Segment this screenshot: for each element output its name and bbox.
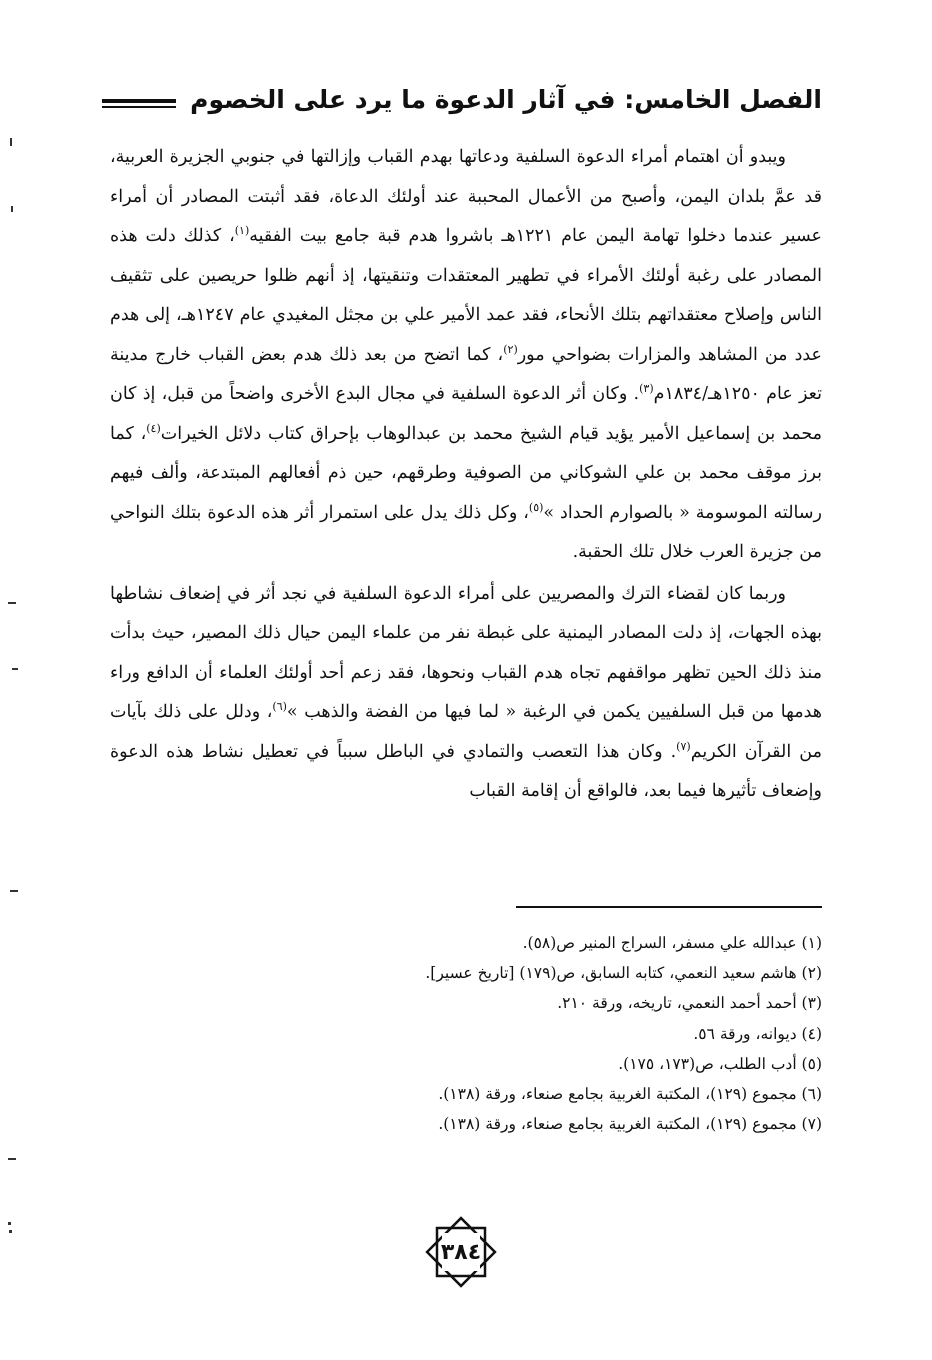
footnote-5: (٥) أدب الطلب، ص(١٧٣، ١٧٥). <box>618 1054 822 1073</box>
chapter-title: الفصل الخامس: في آثار الدعوة ما يرد على الخصوم <box>190 84 822 114</box>
page-number-badge <box>421 1212 501 1292</box>
main-text <box>110 138 822 812</box>
footnote-1: (١) عبدالله علي مسفر، السراج المنير ص(٥٨). <box>522 934 822 952</box>
page-number: ٣٨٤ <box>440 1239 482 1265</box>
header-rule <box>102 91 176 108</box>
footnote-ref-4: (٤) <box>146 421 161 435</box>
footnote-separator <box>516 906 822 908</box>
margin-mark <box>12 668 18 670</box>
footnote-ref-2: (٢) <box>503 342 518 356</box>
margin-mark <box>10 890 18 892</box>
footnote-ref-1: (١) <box>234 224 250 238</box>
text-span: ، كما اتضح من بعد ذلك هدم بعض القباب خارج مدينة تعز عام ١٢٥٠هـ/١٨٣٤م <box>110 344 822 404</box>
text-span: وربما كان لقضاء الترك والمصريين على أمراء الدعوة السلفية في نجد أثر في إضعاف نشاطها بهذه الجهات، إذ دلت المصادر اليمنية على غبطة نفر من علماء اليمن حيال ذلك المصير، حيث بدأت منذ ذلك الحين تظهر مواقفهم تجاه هدم القباب ونحوها، فقد زعم أحد أولئك العلماء أن الدافع وراء هدمها من قبل السلفيين يكمن في الرغبة « لما فيها من الفضة والذهب » <box>110 583 822 722</box>
margin-mark <box>8 1158 16 1160</box>
margin-mark <box>10 138 12 146</box>
footnote-ref-5: (٥) <box>528 500 544 514</box>
text-span: ، وكل ذلك يدل على استمرار أثر هذه الدعوة بتلك النواحي من جزيرة العرب خلال تلك الحقبة. <box>110 502 822 562</box>
header-rule-thick <box>102 99 176 103</box>
header-rule-thin <box>102 106 176 108</box>
footnote-ref-6: (٦) <box>272 700 287 714</box>
margin-mark <box>8 1222 11 1225</box>
paragraph-2 <box>110 575 822 812</box>
margin-mark <box>11 206 13 212</box>
margin-mark <box>9 1230 12 1233</box>
running-header <box>102 76 822 122</box>
footnote-7: (٧) مجموع (١٢٩)، المكتبة الغربية بجامع صنعاء، ورقة (١٣٨). <box>438 1115 822 1134</box>
text-span: ، كما برز موقف محمد بن علي الشوكاني من الصوفية وطرقهم، حين ذم أفعالهم المبتدعة، وألف فيهم رسالته الموسومة « بالصوارم الحداد » <box>110 423 822 523</box>
text-span: . وكان هذا التعصب والتمادي في الباطل سبباً في تعطيل نشاط هذه الدعوة وإضعاف تأثيرها فيما بعد، فالواقع أن إقامة القباب <box>110 741 822 801</box>
text-span: . وكان أثر الدعوة السلفية في مجال البدع الأخرى واضحاً من قبل، إذ كان محمد بن إسماعيل الأمير يؤيد قيام الشيخ محمد بن عبدالوهاب بإحراق كتاب دلائل الخيرات <box>110 384 822 444</box>
text-span: ، ودلل على ذلك بآيات من القرآن الكريم <box>110 702 822 762</box>
text-span: ويبدو أن اهتمام أمراء الدعوة السلفية ودعاتها بهدم القباب وإزالتها في جنوبي الجزيرة العربية، قد عمَّ بلدان اليمن، وأصبح من الأعمال المحببة عند أولئك الدعاة، فقد أثبتت المصادر أن أمراء عسير عندما دخلوا تهامة اليمن عام ١٢٢١هـ باشروا هدم قبة جامع بيت الفقيه <box>110 147 822 246</box>
footnote-3: (٣) أحمد أحمد النعمي، تاريخه، ورقة ٢١٠. <box>557 994 822 1013</box>
footnote-6: (٦) مجموع (١٢٩)، المكتبة الغربية بجامع صنعاء، ورقة (١٣٨). <box>438 1085 822 1104</box>
footnote-4: (٤) ديوانه، ورقة ٥٦. <box>693 1024 822 1043</box>
margin-mark <box>8 602 16 604</box>
text-span: ، كذلك دلت هذه المصادر على رغبة أولئك الأمراء في تطهير المعتقدات وتنقيتها، إذ أنهم ظلوا حريصين على تثقيف الناس وإصلاح معتقداتهم بتلك الأنحاء، فقد عمد الأمير علي بن مجثل المغيدي عام ١٢٤٧هـ، إلى هدم عدد من المشاهد والمزارات بضواحي مور <box>110 226 822 365</box>
paragraph-1 <box>110 138 822 573</box>
footnotes-list <box>110 928 822 1139</box>
footnote-ref-3: (٣) <box>639 382 654 396</box>
footnote-ref-7: (٧) <box>676 739 691 753</box>
footnote-2: (٢) هاشم سعيد النعمي، كتابه السابق، ص(١٧٩) [تاريخ عسير]. <box>425 964 822 983</box>
